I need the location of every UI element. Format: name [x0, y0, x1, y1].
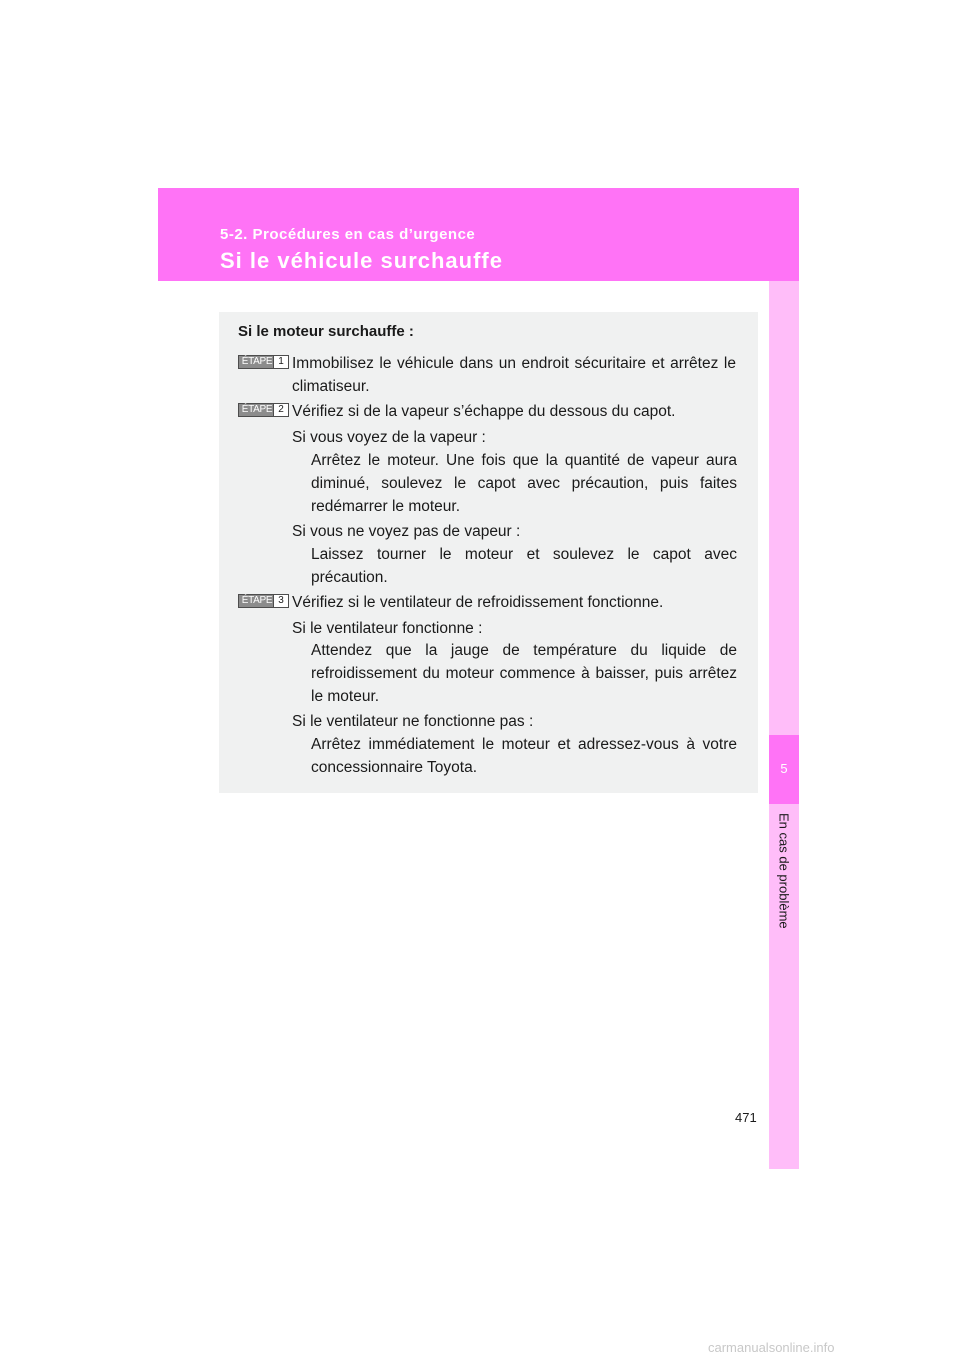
procedure-heading: Si le moteur surchauffe : — [238, 323, 414, 340]
condition-action: Arrêtez le moteur. Une fois que la quantité de vapeur aura diminué, soulevez le capot avec précaution, puis faites redémarrer le moteur. — [311, 452, 737, 515]
step-badge-label: ÉTAPE — [241, 404, 273, 415]
watermark-text: carmanualsonline.info — [708, 1340, 835, 1355]
step-badge-label: ÉTAPE — [241, 595, 273, 606]
page-title: Si le véhicule surchauffe — [220, 248, 503, 273]
step-badge-number: 2 — [273, 404, 288, 416]
step-badge-number: 3 — [273, 595, 288, 607]
step-badge-label: ÉTAPE — [241, 356, 273, 367]
condition-action: Laissez tourner le moteur et soulevez le capot avec précaution. — [311, 546, 737, 586]
step-badge-number: 1 — [273, 356, 288, 368]
section-label: 5-2. Procédures en cas d’urgence — [220, 226, 476, 243]
chapter-tab[interactable] — [769, 735, 799, 804]
condition-action: Arrêtez immédiatement le moteur et adressez-vous à votre concessionnaire Toyota. — [311, 736, 737, 776]
step-text: Immobilisez le véhicule dans un endroit sécuritaire et arrêtez le climatiseur. — [292, 355, 736, 395]
step-badge — [238, 403, 289, 417]
step-text: Vérifiez si de la vapeur s’échappe du dessous du capot. — [292, 403, 676, 420]
step-badge — [238, 594, 289, 608]
condition-label: Si le ventilateur fonctionne : — [292, 620, 483, 637]
condition-label: Si le ventilateur ne fonctionne pas : — [292, 713, 534, 730]
condition-action: Attendez que la jauge de température du liquide de refroidissement du moteur commence à baisser, puis arrêtez le moteur. — [311, 642, 737, 705]
condition-label: Si vous ne voyez pas de vapeur : — [292, 523, 521, 540]
step-text: Vérifiez si le ventilateur de refroidissement fonctionne. — [292, 594, 664, 611]
page-header — [158, 188, 799, 281]
chapter-side-strip — [769, 281, 799, 1169]
chapter-title: En cas de problème — [776, 813, 792, 929]
page-number: 471 — [735, 1110, 757, 1125]
procedure-box — [219, 312, 758, 793]
chapter-number: 5 — [780, 761, 788, 776]
condition-label: Si vous voyez de la vapeur : — [292, 429, 486, 446]
step-badge — [238, 355, 289, 369]
